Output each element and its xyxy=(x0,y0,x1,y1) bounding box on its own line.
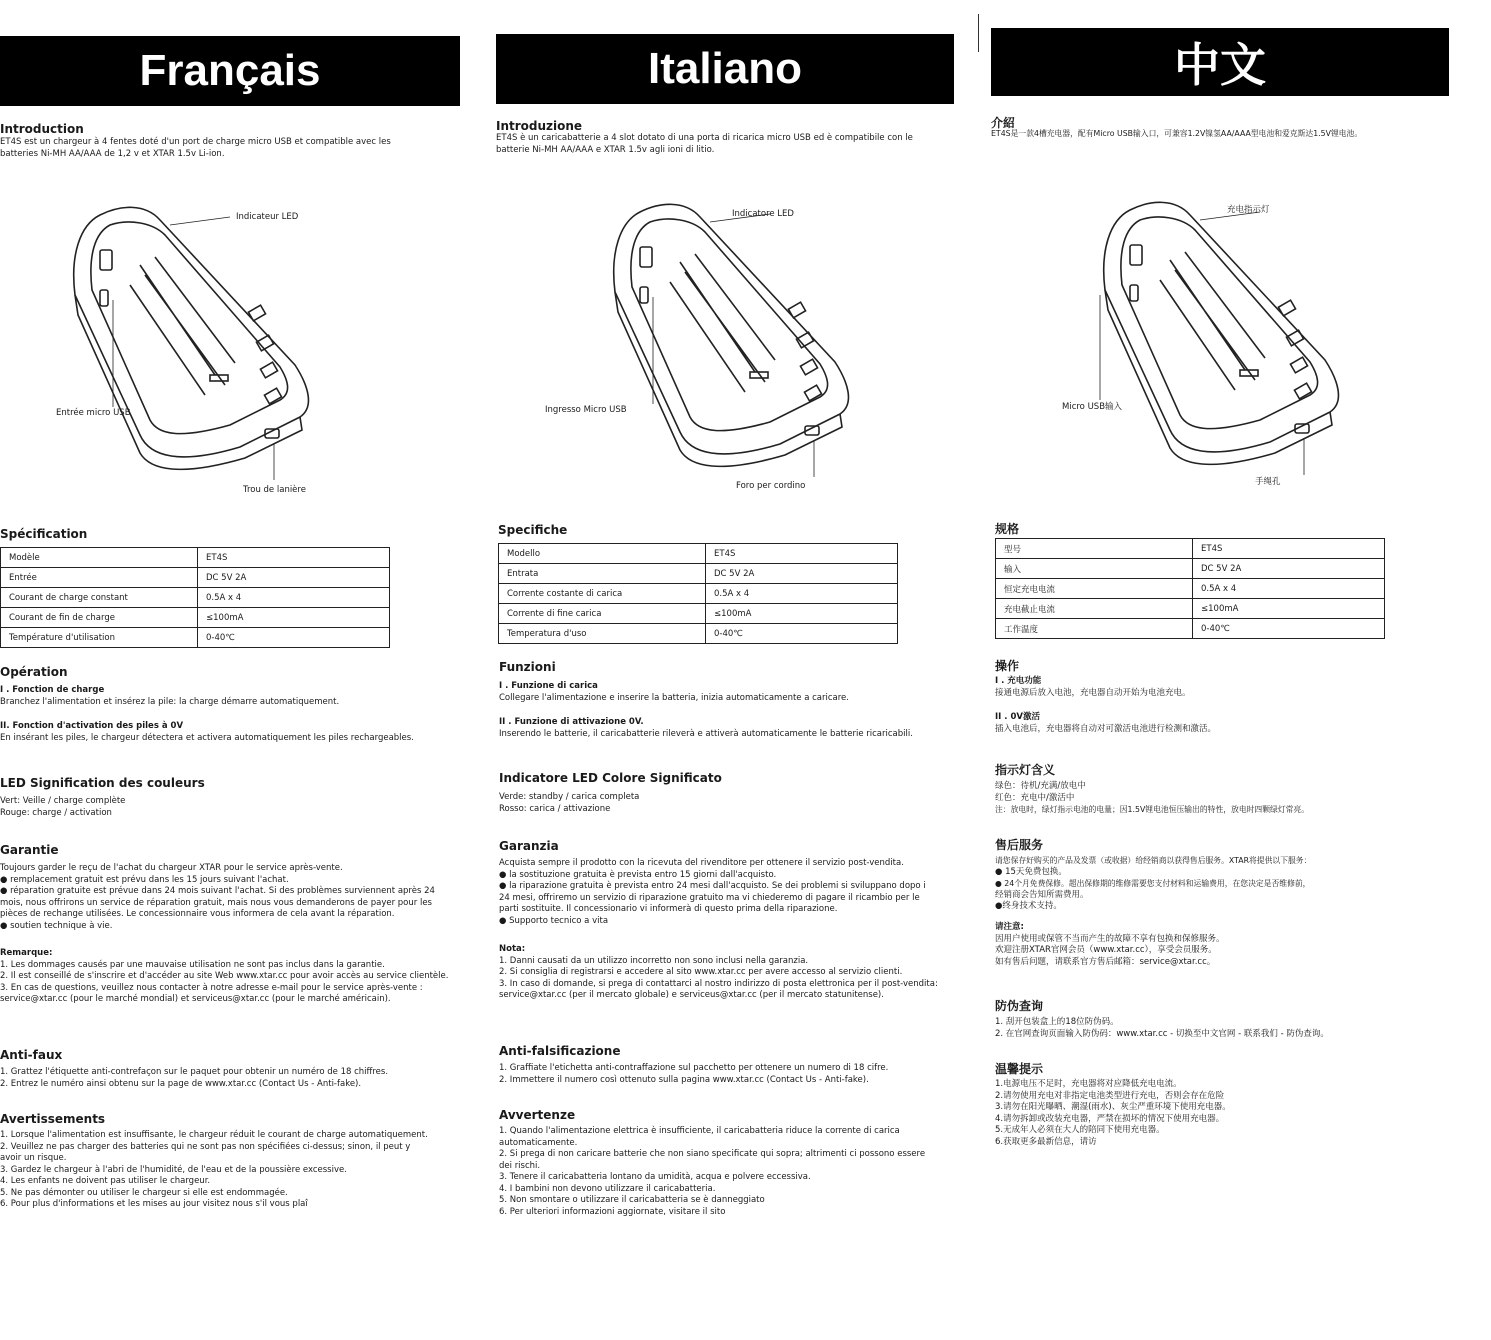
text-line: service@xtar.cc (per il mercato globale) e serviceus@xtar.cc (per il mercato statunitense). xyxy=(499,990,884,1000)
text-line: 1. Lorsque l'alimentation est insuffisante, le chargeur réduit le courant de charge automatiquement. xyxy=(0,1130,428,1140)
text-line: ●终身技术支持。 xyxy=(995,901,1062,911)
spec-label: 恒定充电电流 xyxy=(996,579,1193,599)
text-line: 因用户使用或保管不当而产生的故障不享有包换和保修服务。 xyxy=(995,933,1225,944)
note-section xyxy=(0,948,448,1006)
spec-value: 0-40℃ xyxy=(198,628,390,648)
subheading: II . Funzione di attivazione 0V. xyxy=(499,717,644,727)
table-row xyxy=(499,584,898,604)
text-line: pièces de rechange utilisées. Le concessionnaire vous informera de cela avant la réparation. xyxy=(0,909,395,919)
subheading: 请注意: xyxy=(995,922,1024,932)
text-line: ET4S est un chargeur à 4 fentes doté d'un port de charge micro USB et compatible avec les xyxy=(0,137,391,147)
callout-micro-usb: Ingresso Micro USB xyxy=(545,405,627,415)
text-line: En insérant les piles, le chargeur détectera et activera automatiquement les piles rechargeables. xyxy=(0,732,414,743)
text-line: 2. Veuillez ne pas charger des batteries qui ne sont pas non spécifiées ci-dessus; sinon, il peut y xyxy=(0,1141,411,1152)
table-row xyxy=(996,579,1385,599)
charger-diagram xyxy=(40,195,340,500)
table-row xyxy=(996,619,1385,639)
callout-lanyard-hole: Trou de lanière xyxy=(243,485,306,495)
spec-value: DC 5V 2A xyxy=(198,568,390,588)
spec-value: ≤100mA xyxy=(1193,599,1385,619)
text-line: 1. Grattez l'étiquette anti-contrefaçon sur le paquet pour obtenir un numéro de 18 chiffres. xyxy=(0,1067,389,1077)
callout-micro-usb: Micro USB输入 xyxy=(1062,402,1123,412)
spec-label: Temperatura d'uso xyxy=(499,624,706,644)
spec-label: Corrente costante di carica xyxy=(499,584,706,604)
spec-label: Température d'utilisation xyxy=(1,628,198,648)
margin-mark xyxy=(978,14,979,52)
intro-title: Introduzione xyxy=(496,119,583,133)
text-line: 1. Danni causati da un utilizzo incorretto non sono inclusi nella garanzia. xyxy=(499,955,809,966)
text-line: ● réparation gratuite est prévue dans 24 mois suivant l'achat. Si des problèmes surviennent après 24 xyxy=(0,886,435,896)
text-line: 4. I bambini non devono utilizzare il caricabatteria. xyxy=(499,1183,716,1194)
text-line: parti sostituite. Il concessionario vi informerà di questo prima della riparazione. xyxy=(499,904,838,914)
text-line: 请您保存好购买的产品及发票（或收据）给经销商以获得售后服务。XTAR将提供以下服务： xyxy=(995,856,1312,865)
led-section xyxy=(0,796,125,819)
text-line: Rouge: charge / activation xyxy=(0,807,112,818)
text-line: ● 24个月免费保修。超出保修期的维修需要您支付材料和运输费用，在您决定是否维修前， xyxy=(995,879,1311,888)
language-banner: 中文 xyxy=(991,28,1449,96)
text-line: 6.获取更多最新信息，请访 xyxy=(995,1136,1097,1147)
text-line: automaticamente. xyxy=(499,1137,578,1148)
spec-value: DC 5V 2A xyxy=(706,564,898,584)
warnings-section xyxy=(499,1126,925,1218)
table-row xyxy=(499,564,898,584)
intro-text xyxy=(496,133,913,156)
text-line: dei rischi. xyxy=(499,1160,541,1171)
text-line: avoir un risque. xyxy=(0,1153,67,1163)
callout-led: 充电指示灯 xyxy=(1227,205,1270,215)
text-line: 4.请勿拆卸或改装充电器，严禁在损坏的情况下使用充电器。 xyxy=(995,1113,1225,1124)
text-line: ● la riparazione gratuita è prevista entro 24 mesi dall'acquisto. Se dei problemi si sviluppano dopo i xyxy=(499,881,926,891)
text-line: Rosso: carica / attivazione xyxy=(499,803,611,814)
text-line: Branchez l'alimentation et insérez la pile: la charge démarre automatiquement. xyxy=(0,696,340,707)
column-chinese xyxy=(985,0,1491,1340)
subheading: I . 充电功能 xyxy=(995,676,1042,686)
anti-fake-section xyxy=(995,1017,1329,1040)
warranty-section xyxy=(499,858,926,927)
charger-diagram xyxy=(1070,190,1370,495)
operation-section xyxy=(499,681,913,740)
text-line: 2. Immettere il numero così ottenuto sulla pagina www.xtar.cc (Contact Us - Anti-fake). xyxy=(499,1074,869,1085)
callout-micro-usb: Entrée micro USB xyxy=(56,408,131,418)
text-line: ● soutien technique à vie. xyxy=(0,920,113,931)
led-section xyxy=(995,781,1309,816)
anti-fake-section xyxy=(499,1063,888,1086)
text-line: 1.电源电压不足时，充电器将对应降低充电电流。 xyxy=(995,1079,1182,1089)
intro-title: Introduction xyxy=(0,122,84,136)
charger-diagram xyxy=(580,192,880,497)
subheading: I . Funzione di carica xyxy=(499,681,598,691)
spec-label: 型号 xyxy=(996,539,1193,559)
anti-fake-title: Anti-falsificazione xyxy=(499,1044,621,1058)
spec-value: 0.5A x 4 xyxy=(1193,579,1385,599)
intro-text xyxy=(0,137,391,160)
subheading: I . Fonction de charge xyxy=(0,685,105,695)
spec-value: 0.5A x 4 xyxy=(706,584,898,604)
text-line: 2. Si prega di non caricare batterie che non siano specificate qui sopra; altrimenti ci possono essere xyxy=(499,1149,926,1159)
text-line: 2. 在官网查询页面输入防伪码：www.xtar.cc - 切换至中文官网 - 联系我们 - 防伪查询。 xyxy=(995,1028,1329,1039)
spec-table xyxy=(0,547,390,648)
text-line: 24 mesi, offriremo un servizio di riparazione gratuito ma vi chiederemo di pagare il ricambio per le xyxy=(499,892,920,903)
table-row xyxy=(996,599,1385,619)
spec-value: 0-40℃ xyxy=(1193,619,1385,639)
text-line: 1. Quando l'alimentazione elettrica è insufficiente, il caricabatteria riduce la corrente di carica xyxy=(499,1126,900,1136)
text-line: Collegare l'alimentazione e inserire la batteria, inizia automaticamente a caricare. xyxy=(499,692,849,703)
spec-label: Entrée xyxy=(1,568,198,588)
anti-fake-title: 防伪查询 xyxy=(995,999,1044,1013)
text-line: Toujours garder le reçu de l'achat du chargeur XTAR pour le service après-vente. xyxy=(0,863,343,873)
text-line: Inserendo le batterie, il caricabatterie rileverà e attiverà automaticamente le batterie ricaricabili. xyxy=(499,728,913,739)
table-row xyxy=(1,628,390,648)
text-line: 6. Pour plus d'informations et les mises au jour visitez nous s'il vous plaî xyxy=(0,1199,308,1209)
spec-value: ≤100mA xyxy=(706,604,898,624)
spec-value: 0.5A x 4 xyxy=(198,588,390,608)
table-row xyxy=(1,588,390,608)
text-line: 绿色：待机/充满/放电中 xyxy=(995,781,1086,791)
operation-section xyxy=(995,676,1216,735)
text-line: 2. Il est conseillé de s'inscrire et d'accéder au site Web www.xtar.cc pour avoir accès au service clientèle. xyxy=(0,971,449,981)
operation-title: Opération xyxy=(0,665,68,679)
text-line: Vert: Veille / charge complète xyxy=(0,796,126,806)
text-line: 3. In caso di domande, si prega di contattarci al nostro indirizzo di posta elettronica per il post-vendita: xyxy=(499,978,938,989)
spec-label: 工作温度 xyxy=(996,619,1193,639)
spec-value: 0-40℃ xyxy=(706,624,898,644)
text-line: mois, nous offrirons un service de réparation gratuit, mais nous vous demanderons de payer pour les xyxy=(0,897,432,908)
warranty-section xyxy=(995,855,1311,913)
callout-led: Indicateur LED xyxy=(236,212,299,222)
text-line: 2. Si consiglia di registrarsi e accedere al sito www.xtar.cc per avere accesso al servizio clienti. xyxy=(499,967,903,977)
text-line: 经销商会告知所需费用。 xyxy=(995,889,1089,900)
text-line: 3.请勿在阳光曝晒、潮湿(雨水)、灰尘严重环境下使用充电器。 xyxy=(995,1102,1231,1112)
text-line: 5. Ne pas démonter ou utiliser le chargeur si elle est endommagée. xyxy=(0,1187,288,1198)
table-row xyxy=(1,548,390,568)
spec-label: Entrata xyxy=(499,564,706,584)
language-banner: Français xyxy=(0,36,460,106)
led-section xyxy=(499,792,639,815)
text-line: batterie Ni-MH AA/AAA e XTAR 1.5v agli ioni di litio. xyxy=(496,144,715,155)
table-row xyxy=(499,624,898,644)
text-line: service@xtar.cc (pour le marché mondial) et serviceus@xtar.cc (pour le marché américain). xyxy=(0,994,391,1004)
warranty-title: 售后服务 xyxy=(995,838,1044,852)
led-title: Indicatore LED Colore Significato xyxy=(499,771,722,785)
led-title: LED Signification des couleurs xyxy=(0,776,205,790)
text-line: ● Supporto tecnico a vita xyxy=(499,915,609,926)
spec-value: ET4S xyxy=(1193,539,1385,559)
spec-title: Spécification xyxy=(0,527,88,541)
spec-value: DC 5V 2A xyxy=(1193,559,1385,579)
subheading: II . 0V激活 xyxy=(995,712,1040,722)
spec-table xyxy=(995,538,1385,639)
column-french xyxy=(0,0,470,1340)
table-row xyxy=(1,608,390,628)
text-line: batteries Ni-MH AA/AAA de 1,2 v et XTAR 1.5v Li-ion. xyxy=(0,148,225,159)
text-line: Verde: standby / carica completa xyxy=(499,792,640,802)
note-section xyxy=(995,922,1225,968)
text-line: 接通电源后放入电池，充电器自动开始为电池充电。 xyxy=(995,687,1191,698)
text-line: 如有售后问题，请联系官方售后邮箱：service@xtar.cc。 xyxy=(995,956,1216,967)
led-title: 指示灯含义 xyxy=(995,763,1056,777)
language-banner: Italiano xyxy=(496,34,954,104)
warranty-section xyxy=(0,863,435,932)
text-line: 1. 刮开包装盒上的18位防伪码。 xyxy=(995,1017,1119,1027)
spec-label: Courant de charge constant xyxy=(1,588,198,608)
intro-title: 介紹 xyxy=(991,116,1016,130)
subheading: Nota: xyxy=(499,944,526,954)
table-row xyxy=(499,604,898,624)
text-line: Acquista sempre il prodotto con la ricevuta del rivenditore per ottenere il servizio post-vendita. xyxy=(499,858,904,868)
table-row xyxy=(1,568,390,588)
text-line: ET4S è un caricabatterie a 4 slot dotato di una porta di ricarica micro USB ed è compatibile con le xyxy=(496,133,913,143)
text-line: 4. Les enfants ne doivent pas utiliser le chargeur. xyxy=(0,1176,211,1186)
table-row xyxy=(996,559,1385,579)
callout-lanyard-hole: Foro per cordino xyxy=(736,481,806,491)
text-line: 注：放电时，绿灯指示电池的电量；因1.5V锂电池恒压输出的特性，放电时四颗绿灯常亮。 xyxy=(995,805,1310,814)
warranty-title: Garanzia xyxy=(499,839,559,853)
note-section xyxy=(499,944,938,1002)
spec-value: ≤100mA xyxy=(198,608,390,628)
spec-label: 输入 xyxy=(996,559,1193,579)
spec-label: Modèle xyxy=(1,548,198,568)
text-line: ● 15天免费包换。 xyxy=(995,866,1067,877)
operation-title: Funzioni xyxy=(499,660,556,674)
warnings-title: Avvertenze xyxy=(499,1108,576,1122)
intro-text xyxy=(991,128,1362,140)
warnings-section xyxy=(0,1130,428,1211)
text-line: 1. Les dommages causés par une mauvaise utilisation ne sont pas inclus dans la garantie. xyxy=(0,959,385,970)
text-line: 插入电池后，充电器将自动对可激活电池进行检测和激活。 xyxy=(995,723,1217,734)
spec-title: Specifiche xyxy=(498,523,568,537)
text-line: 2. Entrez le numéro ainsi obtenu sur la page de www.xtar.cc (Contact Us - Anti-fake). xyxy=(0,1078,362,1089)
text-line: 欢迎注册XTAR官网会员（www.xtar.cc），享受会员服务。 xyxy=(995,945,1217,955)
text-line: 5.无成年人必须在大人的陪同下使用充电器。 xyxy=(995,1125,1165,1135)
callout-led: Indicatore LED xyxy=(732,209,794,219)
text-line: ● la sostituzione gratuita è prevista entro 15 giorni dall'acquisto. xyxy=(499,869,777,880)
warranty-title: Garantie xyxy=(0,843,59,857)
spec-label: Corrente di fine carica xyxy=(499,604,706,624)
spec-table xyxy=(498,543,898,644)
spec-value: ET4S xyxy=(198,548,390,568)
spec-title: 规格 xyxy=(995,522,1020,536)
table-row xyxy=(996,539,1385,559)
text-line: ● remplacement gratuit est prévu dans les 15 jours suivant l'achat. xyxy=(0,874,289,885)
text-line: 红色：充电中/激活中 xyxy=(995,792,1075,803)
text-line: 3. Gardez le chargeur à l'abri de l'humidité, de l'eau et de la poussière excessive. xyxy=(0,1164,347,1175)
spec-label: Courant de fin de charge xyxy=(1,608,198,628)
text-line: 3. Tenere il caricabatteria lontano da umidità, acqua e polvere eccessiva. xyxy=(499,1172,811,1182)
tips-title: 温馨提示 xyxy=(995,1062,1044,1076)
warnings-title: Avertissements xyxy=(0,1112,106,1126)
subheading: II. Fonction d'activation des piles à 0V xyxy=(0,721,184,731)
column-italian xyxy=(490,0,970,1340)
subheading: Remarque: xyxy=(0,948,53,958)
text-line: ET4S是一款4槽充电器，配有Micro USB输入口，可兼容1.2V镍氢AA/AAA型电池和爱克斯达1.5V锂电池。 xyxy=(991,129,1363,138)
text-line: 2.请勿使用充电对非指定电池类型进行充电，否则会存在危险 xyxy=(995,1090,1225,1101)
anti-fake-section xyxy=(0,1067,388,1090)
text-line: 5. Non smontare o utilizzare il caricabatteria se è danneggiato xyxy=(499,1195,765,1205)
spec-label: Modello xyxy=(499,544,706,564)
callout-lanyard-hole: 手绳孔 xyxy=(1255,477,1281,487)
text-line: 6. Per ulteriori informazioni aggiornate, visitare il sito xyxy=(499,1206,726,1217)
anti-fake-title: Anti-faux xyxy=(0,1048,63,1062)
operation-title: 操作 xyxy=(995,659,1020,673)
spec-value: ET4S xyxy=(706,544,898,564)
tips-section xyxy=(995,1079,1231,1148)
spec-label: 充电截止电流 xyxy=(996,599,1193,619)
text-line: 1. Graffiate l'etichetta anti-contraffazione sul pacchetto per ottenere un numero di 18 cifre. xyxy=(499,1063,889,1073)
table-row xyxy=(499,544,898,564)
operation-section xyxy=(0,685,414,744)
text-line: 3. En cas de questions, veuillez nous contacter à notre adresse e-mail pour le service après-vente : xyxy=(0,982,423,993)
